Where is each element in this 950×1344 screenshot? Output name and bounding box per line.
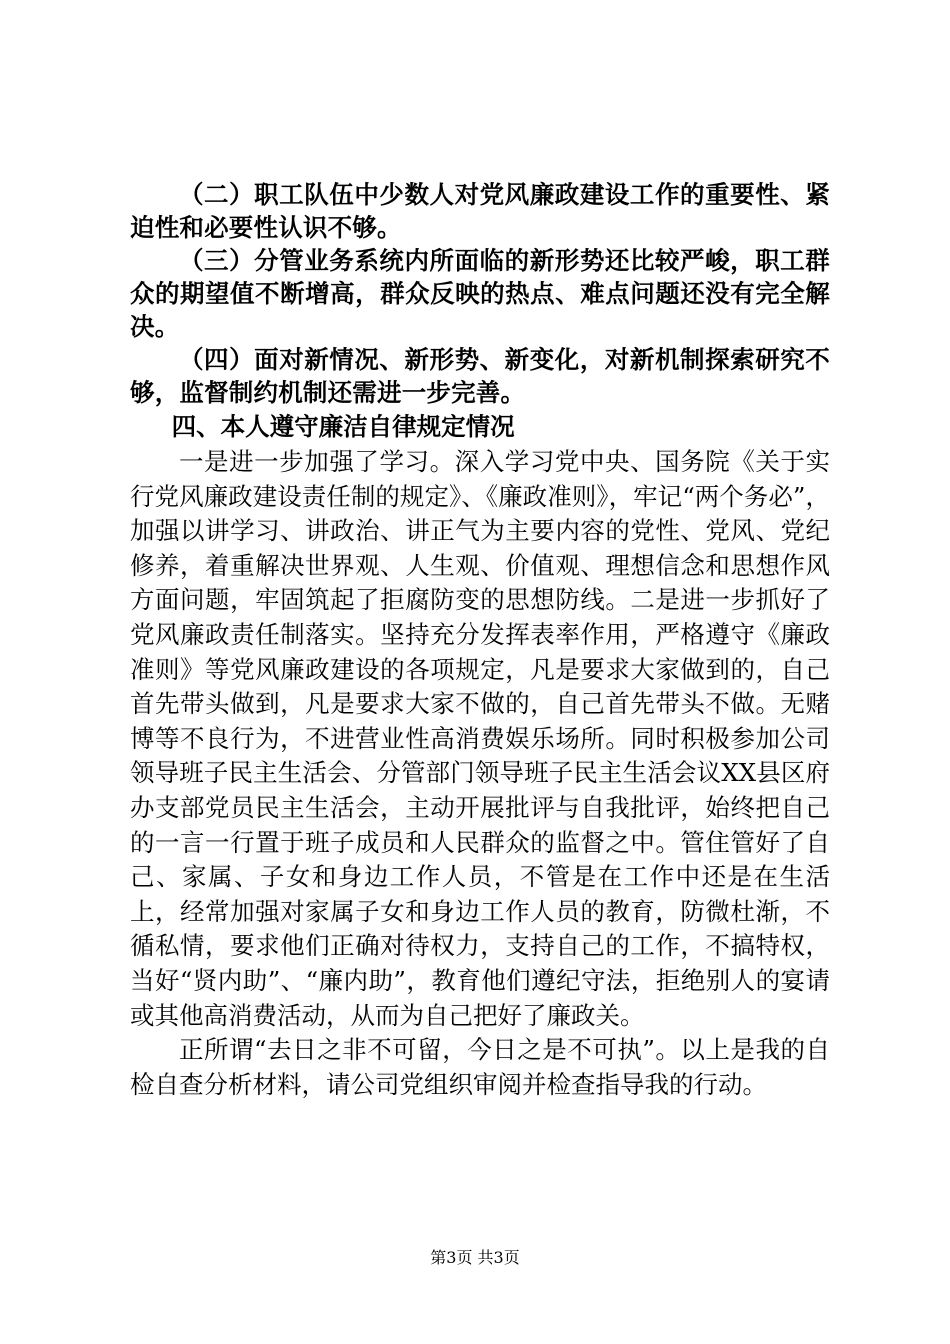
paragraph-self-discipline: 一是进一步加强了学习。深入学习党中央、国务院《关于实行党风廉政建设责任制的规定》、《廉政准则》，牢记“两个务必”，加强以讲学习、讲政治、讲正气为主要内容的党性、党风、党纪修养，着重解决世界观、人生观、价值观、理想信念和思想作风方面问题，牢固筑起了拒腐防变的思想防线。二是进一步抓好了党风廉政责任制落实。坚持充分发挥表率作用，严格遵守《廉政准则》等党风廉政建设的各项规定，凡是要求大家做到的，自己首先带头做到，凡是要求大家不做的，自己首先带头不做。无赌博等不良行为，不进营业性高消费娱乐场所。同时积极参加公司领导班子民主生活会、分管部门领导班子民主生活会议XX县区府办支部党员民主生活会，主动开展批评与自我批评，始终把自己的一言一行置于班子成员和人民群众的监督之中。管住管好了自己、家属、子女和身边工作人员，不管是在工作中还是在生活上，经常加强对家属子女和身边工作人员的教育，防微杜渐，不循私情，要求他们正确对待权力，支持自己的工作，不搞特权，当好“贤内助”、“廉内助”，教育他们遵纪守法，拒绝别人的宴请或其他高消费活动，从而为自己把好了廉政关。 bbox=[130, 447, 830, 1030]
document-body bbox=[130, 178, 830, 1102]
page-number-footer: 第3页 共3页 bbox=[430, 1248, 520, 1267]
paragraph-problem-3: （三）分管业务系统内所面临的新形势还比较严峻，职工群众的期望值不断增高，群众反映的热点、难点问题还没有完全解决。 bbox=[130, 246, 830, 341]
paragraph-conclusion: 正所谓“去日之非不可留，今日之是不可执”。以上是我的自检自查分析材料，请公司党组织审阅并检查指导我的行动。 bbox=[130, 1035, 830, 1099]
paragraph-problem-2: （二）职工队伍中少数人对党风廉政建设工作的重要性、紧迫性和必要性认识不够。 bbox=[130, 180, 830, 242]
section-heading-4: 四、本人遵守廉洁自律规定情况 bbox=[171, 412, 515, 441]
paragraph-problem-4: （四）面对新情况、新形势、新变化，对新机制探索研究不够，监督制约机制还需进一步完善。 bbox=[130, 345, 830, 407]
